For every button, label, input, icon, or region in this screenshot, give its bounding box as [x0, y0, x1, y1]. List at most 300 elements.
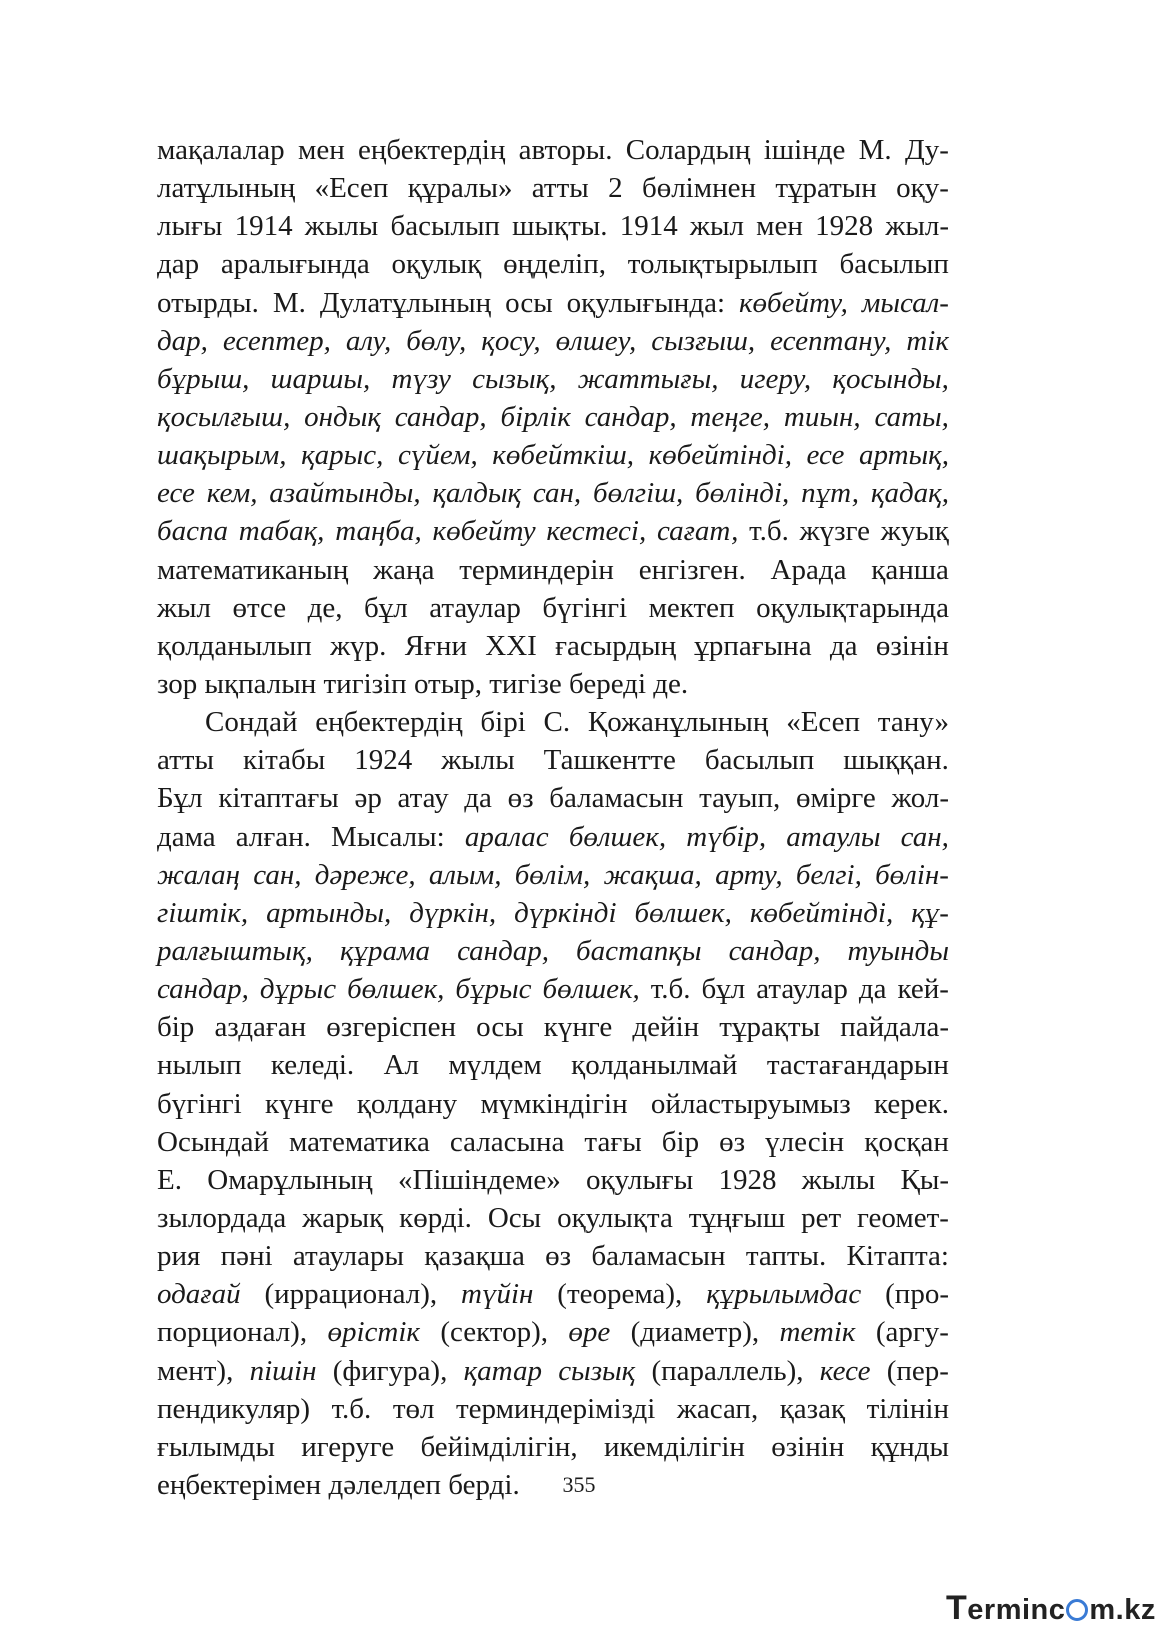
word: оқулығы	[586, 1163, 694, 1196]
word: (параллель),	[651, 1354, 804, 1387]
word: Қы-	[900, 1163, 949, 1196]
word: жүзге	[799, 515, 871, 548]
word: көрді.	[399, 1201, 472, 1234]
italic-word: сандар,	[584, 400, 677, 433]
word: мент),	[157, 1354, 234, 1387]
word: зор	[157, 667, 205, 700]
word: ұрпағына	[694, 629, 812, 662]
word: өз	[507, 782, 534, 815]
word: бір	[661, 1125, 700, 1158]
word: дейін	[632, 1011, 700, 1044]
italic-word: есе	[806, 439, 845, 472]
italic-word: дар,	[157, 324, 208, 357]
word: алған.	[235, 820, 311, 853]
italic-word: бұрыш,	[157, 362, 250, 395]
word: геомет-	[857, 1201, 949, 1234]
word: Солардың	[625, 134, 751, 166]
italic-word: туынды	[847, 934, 949, 967]
italic-word: түйін	[461, 1278, 534, 1311]
italic-word: пұт,	[801, 477, 860, 510]
text-line	[157, 703, 949, 741]
word: ғасырдың	[555, 629, 677, 662]
word: т.б.	[749, 515, 789, 548]
italic-word: құрылымдас	[706, 1278, 862, 1311]
italic-word: кестесі,	[546, 515, 647, 548]
text-line	[157, 932, 949, 970]
word: атаулары	[292, 1240, 404, 1273]
italic-word: жаттығы,	[577, 362, 719, 395]
word: XXІ	[485, 629, 537, 662]
italic-word: көбейтінді,	[648, 439, 792, 472]
italic-word: сандар,	[394, 400, 487, 433]
word: төл	[392, 1392, 435, 1425]
italic-word: қосынды,	[832, 362, 949, 395]
word: Омарұлының	[207, 1163, 373, 1196]
italic-word: пішін	[249, 1354, 317, 1387]
word: пәні	[220, 1240, 273, 1273]
word: атау	[397, 782, 449, 815]
text-line	[157, 1313, 949, 1351]
word: Осы	[487, 1201, 542, 1234]
italic-word: сызық	[558, 1354, 636, 1387]
text-line	[157, 1237, 949, 1275]
text-line	[157, 627, 949, 665]
word: бұл	[701, 973, 746, 1006]
word: жыл	[157, 591, 211, 624]
italic-word: бірлік	[500, 400, 571, 433]
italic-word: қалдық	[432, 477, 522, 510]
word: оқулықтарында	[756, 591, 949, 624]
word: берді.	[448, 1468, 520, 1501]
word: зылордада	[157, 1201, 287, 1234]
text-line	[157, 131, 949, 169]
word: өтсе	[232, 591, 287, 624]
word: ықпалын	[204, 667, 324, 700]
word: атты	[157, 744, 214, 777]
word: да	[464, 782, 492, 815]
italic-word: сағат,	[656, 515, 739, 548]
logo-ring-icon	[1066, 1599, 1088, 1621]
word: бір	[157, 1011, 195, 1044]
logo-text-b: m.kz	[1089, 1594, 1156, 1626]
word: мен	[756, 210, 803, 243]
word: қолдану	[356, 1087, 458, 1120]
italic-word: бөлшек,	[542, 973, 640, 1006]
italic-word: артық,	[858, 439, 949, 472]
word: қанша	[871, 553, 949, 586]
word: баламасын	[591, 1240, 726, 1273]
text-line	[157, 360, 949, 398]
text-line	[157, 284, 949, 322]
word: бөлімнен	[641, 172, 756, 205]
word: жол-	[891, 782, 949, 815]
italic-word: баспа	[157, 515, 228, 548]
italic-word: бөлу,	[406, 324, 467, 357]
word: т.б.	[650, 973, 691, 1006]
word: математика	[289, 1125, 430, 1158]
italic-word: саты,	[874, 400, 949, 433]
word: (сектор),	[440, 1316, 549, 1349]
word: кітаптағы	[218, 782, 339, 815]
italic-word: дәреже,	[314, 858, 416, 891]
word: пендикуляр)	[157, 1392, 311, 1425]
text-line	[157, 551, 949, 589]
word: Қожанұлының	[587, 706, 769, 739]
italic-word: көбейтінді,	[749, 896, 894, 929]
italic-word: бөлшек,	[347, 973, 445, 1006]
text-line	[157, 398, 949, 436]
word: әр	[354, 782, 382, 815]
word: мүлдем	[448, 1049, 542, 1082]
word: рия	[157, 1240, 201, 1273]
word: баламасын	[549, 782, 684, 815]
word: математиканың	[157, 553, 349, 586]
italic-word: сандар,	[457, 934, 549, 967]
word: аралығында	[220, 248, 370, 281]
italic-word: бастапқы	[576, 934, 702, 967]
text-line	[157, 970, 949, 1008]
word: Яғни	[404, 629, 467, 662]
word: тұрақты	[719, 1011, 821, 1044]
word: тапты.	[745, 1240, 827, 1273]
italic-word: тиын,	[783, 400, 861, 433]
italic-word: одағай	[157, 1278, 241, 1311]
word: құнды	[870, 1430, 949, 1463]
italic-word: тік	[906, 324, 949, 357]
italic-word: таңба,	[335, 515, 422, 548]
word: Е.	[157, 1163, 182, 1196]
word: қолданылып	[157, 629, 312, 662]
word: бүгінгі	[542, 591, 628, 624]
italic-word: сан,	[253, 858, 302, 891]
word: 1924	[354, 744, 413, 777]
word: 1914	[619, 210, 678, 243]
text-line	[157, 1161, 949, 1199]
word: толықтырылып	[627, 248, 818, 281]
text-line	[157, 818, 949, 856]
word: терминдерімізді	[455, 1392, 656, 1425]
text-line	[157, 512, 949, 550]
word: жылы	[304, 210, 379, 243]
word: еңбектердің	[315, 706, 463, 739]
italic-word: бөлгіш,	[593, 477, 684, 510]
word: да	[858, 973, 887, 1006]
word: Бұл	[157, 782, 203, 815]
italic-word: өлшеу,	[555, 324, 637, 357]
text-line	[157, 245, 949, 283]
word: Кітапта:	[846, 1240, 949, 1273]
word: келеді.	[270, 1049, 355, 1082]
italic-word: дүркінді	[514, 896, 617, 929]
word: қазақ	[779, 1392, 846, 1425]
italic-word: бұрыс	[455, 973, 532, 1006]
word: басылып	[839, 248, 949, 281]
text-line	[157, 1123, 949, 1161]
italic-word: мысал-	[861, 286, 949, 319]
italic-word: ондық	[304, 400, 381, 433]
italic-word: теңге,	[690, 400, 771, 433]
italic-word: тетік	[779, 1316, 856, 1349]
word: дама	[157, 820, 216, 853]
word: тастағандарын	[766, 1049, 949, 1082]
italic-word: бөлшек,	[634, 896, 732, 929]
word: жүр.	[330, 629, 387, 662]
word: Ташкентте	[543, 744, 676, 777]
word: мен	[297, 134, 345, 166]
italic-word: дұрыс	[259, 973, 337, 1006]
word: шықты.	[512, 210, 608, 243]
italic-word: алу,	[345, 324, 392, 357]
word: бірі	[480, 706, 526, 739]
word: ойластыруымыз	[650, 1087, 851, 1120]
word: тауып,	[699, 782, 781, 815]
logo-text-a: erminc	[967, 1594, 1066, 1626]
word: тигізе	[489, 667, 569, 700]
text-line	[157, 1008, 949, 1046]
word: де.	[653, 667, 689, 700]
word: өмірге	[795, 782, 876, 815]
word: Арада	[770, 553, 847, 586]
word: Ал	[383, 1049, 419, 1082]
word: (диаметр),	[630, 1316, 760, 1349]
italic-word: бөлін-	[875, 858, 949, 891]
word: Ду-	[904, 134, 949, 166]
word: (аргу-	[875, 1316, 949, 1349]
text-line	[157, 1275, 949, 1313]
italic-word: атаулы	[786, 820, 881, 853]
word: да	[829, 629, 858, 662]
word: еңбектердің	[358, 134, 506, 166]
word: жуық	[880, 515, 949, 548]
word: саласына	[449, 1125, 565, 1158]
word: мектеп	[648, 591, 735, 624]
word: дар	[157, 248, 200, 281]
word: ішінде	[763, 134, 846, 166]
word: (фигура),	[332, 1354, 448, 1387]
text-line	[157, 665, 949, 703]
word: осы	[476, 1011, 524, 1044]
word: атты	[531, 172, 589, 205]
word: тілінін	[866, 1392, 949, 1425]
word: береді	[568, 667, 654, 700]
word: құралы»	[407, 172, 513, 205]
word: өз	[719, 1125, 746, 1158]
italic-word: алым,	[428, 858, 502, 891]
italic-word: жақша,	[603, 858, 702, 891]
word: тану»	[877, 706, 949, 739]
italic-word: кесе	[819, 1354, 871, 1387]
word: күнге	[543, 1011, 613, 1044]
italic-word: ралғыштық,	[157, 934, 313, 967]
text-line	[157, 169, 949, 207]
word: енгізген.	[638, 553, 746, 586]
word: шыққан.	[843, 744, 949, 777]
word: бүгінгі	[157, 1087, 242, 1120]
word: мақалалар	[157, 134, 285, 166]
word: тұратын	[775, 172, 877, 205]
word: рет	[801, 1201, 842, 1234]
word: тұңғыш	[688, 1201, 786, 1234]
text-line	[157, 474, 949, 512]
italic-word: бөлім,	[514, 858, 591, 891]
italic-word: есептану,	[770, 324, 892, 357]
italic-word: түбір,	[686, 820, 767, 853]
italic-word: азайтынды,	[269, 477, 421, 510]
word: өз	[545, 1240, 572, 1273]
italic-word: дүркін,	[409, 896, 497, 929]
word: 1914	[234, 210, 293, 243]
text-line	[157, 322, 949, 360]
word: (про-	[885, 1278, 949, 1311]
word: жыл-	[885, 210, 949, 243]
italic-word: қарыс,	[301, 439, 384, 472]
word: пайдала-	[840, 1011, 949, 1044]
word: үлесін	[765, 1125, 845, 1158]
italic-word: бөлінді,	[695, 477, 790, 510]
italic-word: құрама	[339, 934, 431, 967]
word: игеруге	[301, 1430, 395, 1463]
word: бұл	[364, 591, 408, 624]
italic-word: көбейткіш,	[492, 439, 635, 472]
word: (иррационал),	[264, 1278, 438, 1311]
word: авторы.	[518, 134, 613, 166]
italic-word: қатар	[463, 1354, 542, 1387]
italic-word: гіштік,	[157, 896, 249, 929]
italic-word: қосу,	[481, 324, 541, 357]
word: жылы	[801, 1163, 876, 1196]
word: «Есеп	[786, 706, 861, 739]
italic-word: сызғыш,	[651, 324, 756, 357]
word: икемділігін	[603, 1430, 745, 1463]
word: 1928	[815, 210, 874, 243]
word: кітабы	[242, 744, 326, 777]
word: қазақша	[424, 1240, 525, 1273]
italic-word: көбейту	[432, 515, 536, 548]
word: 2	[608, 172, 623, 205]
word: де,	[307, 591, 343, 624]
word: өзінін	[771, 1430, 845, 1463]
text-line	[157, 779, 949, 817]
word: Сондай	[205, 706, 298, 739]
word: қосқан	[864, 1125, 949, 1158]
italic-word: көбейту,	[738, 286, 848, 319]
italic-word: түзу	[391, 362, 451, 395]
word: т.б.	[331, 1392, 372, 1425]
word: 1928	[718, 1163, 777, 1196]
word: тағы	[584, 1125, 642, 1158]
italic-word: есе	[157, 477, 195, 510]
word: керек.	[874, 1087, 949, 1120]
word: оқулығында:	[566, 286, 726, 319]
word: нылып	[157, 1049, 242, 1082]
italic-word: арту,	[715, 858, 783, 891]
word: басылып	[704, 744, 815, 777]
termincom-logo	[946, 1588, 1156, 1628]
word: жыл	[689, 210, 744, 243]
word: өзгеріспен	[326, 1011, 456, 1044]
word: порционал),	[157, 1316, 308, 1349]
word: дәлелдеп	[328, 1468, 449, 1501]
word: жылы	[441, 744, 515, 777]
word: отырды.	[157, 286, 259, 319]
word: ғылымды	[157, 1430, 275, 1463]
text-line	[157, 1390, 949, 1428]
word: Дулатұлының	[319, 286, 492, 319]
word: жарық	[302, 1201, 384, 1234]
logo-letter-t: T	[946, 1589, 968, 1627]
body-text	[157, 131, 949, 1504]
text-line	[157, 1352, 949, 1390]
text-line	[157, 1428, 949, 1466]
text-line	[157, 1199, 949, 1237]
italic-word: аралас	[464, 820, 549, 853]
word: кей-	[897, 973, 949, 1006]
italic-word: бөлшек,	[568, 820, 667, 853]
text-line	[157, 1085, 949, 1123]
word: оқу-	[896, 172, 949, 205]
word: аздаған	[214, 1011, 307, 1044]
text-line	[157, 856, 949, 894]
word: Осындай	[157, 1125, 269, 1158]
word: (теорема),	[557, 1278, 683, 1311]
italic-word: сандар,	[728, 934, 821, 967]
word: күнге	[265, 1087, 334, 1120]
italic-word: қадақ,	[870, 477, 949, 510]
word: «Есеп	[314, 172, 389, 205]
italic-word: құ-	[911, 896, 949, 929]
word: М.	[858, 134, 892, 166]
italic-word: белгі,	[795, 858, 862, 891]
word: жасап,	[676, 1392, 759, 1425]
italic-word: шаршы,	[270, 362, 371, 395]
word: оқулық	[391, 248, 482, 281]
word: С.	[543, 706, 571, 739]
text-line	[157, 589, 949, 627]
word: еңбектерімен	[157, 1468, 329, 1501]
italic-word: өре	[568, 1316, 611, 1349]
text-line	[157, 741, 949, 779]
italic-word: сан,	[532, 477, 582, 510]
word: лығы	[157, 210, 223, 243]
italic-word: сандар,	[157, 973, 249, 1006]
word: тигізіп	[323, 667, 414, 700]
text-line	[157, 436, 949, 474]
word: басылып	[390, 210, 500, 243]
word: терминдерін	[459, 553, 614, 586]
word: латұлының	[157, 172, 296, 205]
italic-word: шақырым,	[157, 439, 287, 472]
italic-word: сүйем,	[397, 439, 478, 472]
italic-word: есептер,	[222, 324, 331, 357]
page-number: 355	[562, 1472, 596, 1497]
word: мүмкіндігін	[480, 1087, 628, 1120]
text-line	[157, 894, 949, 932]
italic-word: жалаң	[157, 858, 240, 891]
word: атаулар	[429, 591, 521, 624]
text-line	[157, 207, 949, 245]
word: (пер-	[886, 1354, 949, 1387]
word: қолданылмай	[571, 1049, 738, 1082]
word: бейімділігін,	[420, 1430, 578, 1463]
word: оқулықта	[557, 1201, 673, 1234]
word: өңделіп,	[503, 248, 607, 281]
italic-word: игеру,	[739, 362, 812, 395]
word: М.	[272, 286, 306, 319]
word: атаулар	[756, 973, 848, 1006]
italic-word: сан,	[900, 820, 949, 853]
word: отыр,	[413, 667, 490, 700]
word: «Пішіндеме»	[397, 1163, 561, 1196]
